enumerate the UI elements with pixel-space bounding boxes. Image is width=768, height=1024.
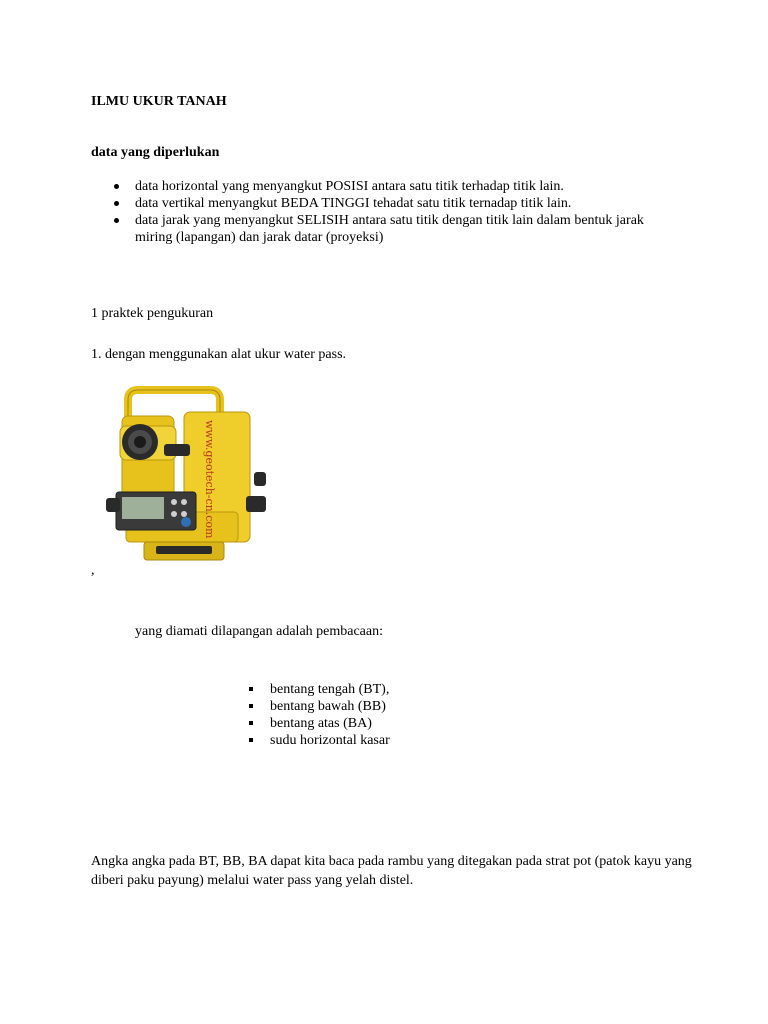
list-item-text: bentang atas (BA) <box>270 716 372 731</box>
list-item <box>245 681 390 698</box>
step-one-paragraph: 1. dengan menggunakan alat ukur water pass. <box>91 347 347 362</box>
theodolite-instrument-icon <box>106 386 272 566</box>
list-item <box>245 698 390 715</box>
list-item <box>110 195 670 212</box>
square-bullet-icon <box>249 738 253 742</box>
list-item-text: bentang tengah (BT), <box>270 682 390 697</box>
list-item-text: data jarak yang menyangkut SELISIH antara satu titik dengan titik lain dalam bentuk jarak miring (lapangan) dan jarak datar (proyeksi) <box>135 213 644 245</box>
list-item <box>245 732 390 749</box>
data-requirements-list <box>110 178 670 246</box>
bullet-icon <box>114 218 119 223</box>
practice-heading: 1 praktek pengukuran <box>91 306 214 321</box>
list-item <box>110 178 670 195</box>
bullet-icon <box>114 201 119 206</box>
document-title: ILMU UKUR TANAH <box>91 94 227 109</box>
readings-list <box>245 681 390 749</box>
square-bullet-icon <box>249 721 253 725</box>
list-item <box>245 715 390 732</box>
square-bullet-icon <box>249 687 253 691</box>
list-item <box>110 212 670 246</box>
square-bullet-icon <box>249 704 253 708</box>
stray-comma: , <box>91 563 95 578</box>
bullet-icon <box>114 184 119 189</box>
theodolite-figure <box>106 386 272 566</box>
list-item-text: sudu horizontal kasar <box>270 733 390 748</box>
list-item-text: data horizontal yang menyangkut POSISI antara satu titik terhadap titik lain. <box>135 179 564 194</box>
list-item-text: data vertikal menyangkut BEDA TINGGI tehadat satu titik ternadap titik lain. <box>135 196 572 211</box>
list-item-text: bentang bawah (BB) <box>270 699 386 714</box>
watermark-text: www.geotech-cn.com <box>203 420 216 539</box>
section-heading: data yang diperlukan <box>91 145 220 160</box>
closing-paragraph: Angka angka pada BT, BB, BA dapat kita baca pada rambu yang ditegakan pada strat pot (patok kayu yang diberi paku payung) melalui water pass yang yelah distel. <box>91 854 692 888</box>
observed-intro-paragraph: yang diamati dilapangan adalah pembacaan: <box>135 624 384 639</box>
